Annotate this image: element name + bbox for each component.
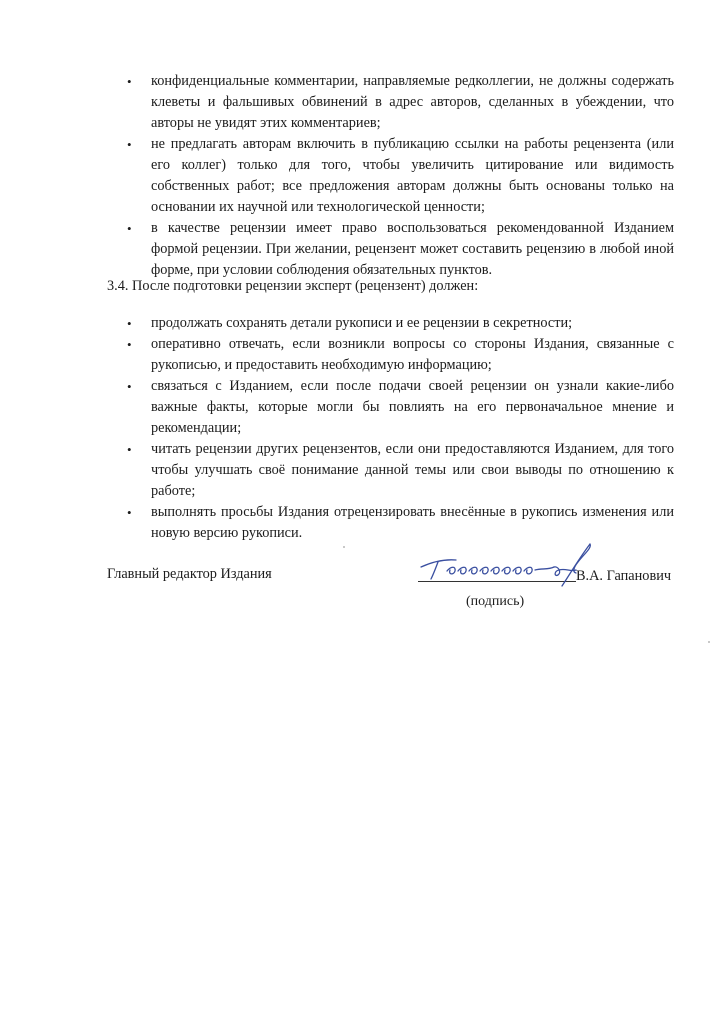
- signature-block: [0, 540, 724, 620]
- bullet-list-bottom: [127, 313, 674, 544]
- list-item-text: продолжать сохранять детали рукописи и ее рецензии в секретности;: [151, 315, 573, 331]
- signatory-role: Главный редактор Издания: [107, 566, 272, 582]
- list-item: [127, 439, 674, 502]
- list-item: [127, 334, 674, 376]
- scan-speck: [708, 641, 710, 643]
- bullet-marker: •: [127, 316, 132, 331]
- list-item: [127, 71, 674, 134]
- handwritten-signature-icon: [418, 540, 600, 590]
- signatory-name: В.А. Гапанович: [576, 568, 672, 584]
- list-item-text: оперативно отвечать, если возникли вопросы со стороны Издания, связанные с рукописью, и предоставить необходимую информацию;: [151, 336, 674, 373]
- list-item-text: читать рецензии других рецензентов, если они предоставляются Изданием, для того чтобы улучшать своё понимание данной темы или свои выводы по отношению к работе;: [151, 441, 674, 499]
- section-heading: 3.4. После подготовки рецензии эксперт (рецензент) должен:: [107, 278, 479, 294]
- list-item-text: не предлагать авторам включить в публикацию ссылки на работы рецензента (или его коллег) только для того, чтобы увеличить цитирование или видимость собственных работ; все предложения авторам должны быть основаны только на основании их научной или технологической ценности;: [151, 136, 674, 215]
- bullet-marker: •: [127, 379, 132, 394]
- list-item: [127, 502, 674, 544]
- list-item-text: выполнять просьбы Издания отрецензировать внесённые в рукопись изменения или новую версию рукописи.: [151, 504, 674, 541]
- bullet-marker: •: [127, 137, 132, 152]
- bullet-list-top: [127, 71, 674, 281]
- list-item: [127, 134, 674, 218]
- bullet-marker: •: [127, 221, 132, 236]
- list-item-text: в качестве рецензии имеет право воспользоваться рекомендованной Изданием формой рецензии. При желании, рецензент может составить рецензию в любой иной форме, при условии соблюдения обязательных пунктов.: [151, 220, 674, 278]
- bullet-marker: •: [127, 337, 132, 352]
- scan-speck: [343, 546, 345, 548]
- bullet-marker: •: [127, 442, 132, 457]
- bullet-marker: •: [127, 505, 132, 520]
- list-item-text: конфиденциальные комментарии, направляемые редколлегии, не должны содержать клеветы и фальшивых обвинений в адрес авторов, сделанных в убеждении, что авторы не увидят этих комментариев;: [151, 73, 674, 131]
- list-item: [127, 218, 674, 281]
- list-item-text: связаться с Изданием, если после подачи своей рецензии он узнали какие-либо важные факты, которые могли бы повлиять на его первоначальное мнение и рекомендации;: [151, 378, 674, 436]
- list-item: [127, 376, 674, 439]
- signature-caption: (подпись): [466, 594, 525, 609]
- list-item: [127, 313, 674, 334]
- bullet-marker: •: [127, 74, 132, 89]
